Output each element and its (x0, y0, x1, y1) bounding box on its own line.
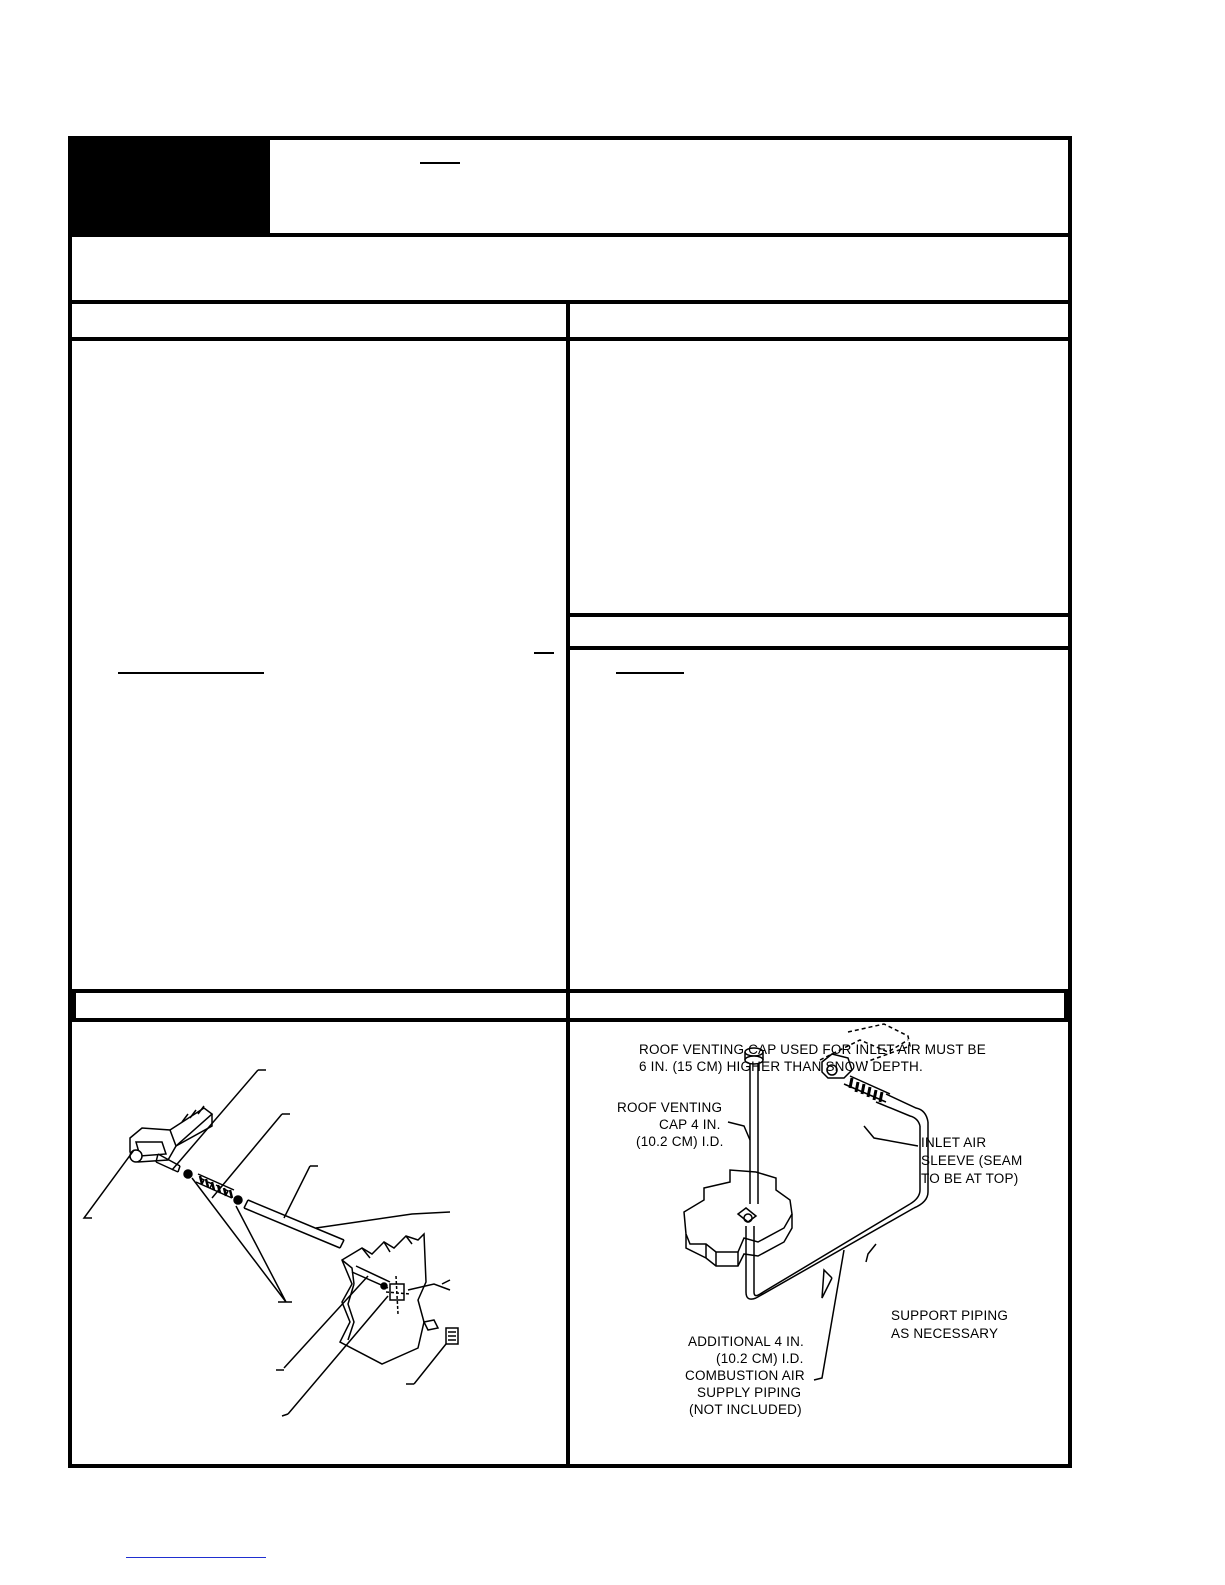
header-underline-mark (420, 162, 460, 164)
piping-label-line-5: (NOT INCLUDED) (689, 1402, 802, 1417)
figure-head-gap-right (1064, 993, 1068, 1018)
leader-line (864, 1126, 918, 1146)
left-column-dash-mark (534, 652, 554, 654)
column-head-bottom-rule (68, 337, 1072, 341)
footer-link-underline[interactable] (126, 1557, 266, 1558)
sleeve-label-line-2: SLEEVE (SEAM (921, 1153, 1023, 1168)
leader-line (728, 1122, 750, 1140)
right-section-rule-bottom (568, 646, 1070, 650)
appliance-unit-icon (130, 1106, 212, 1162)
wall-section-icon (340, 1234, 426, 1364)
roof-cap-label-line-1: ROOF VENTING (617, 1100, 723, 1115)
roof-note-line-1: ROOF VENTING CAP USED FOR INLET AIR MUST BE (639, 1042, 986, 1057)
leader-line (212, 1114, 282, 1198)
leader-line (84, 1150, 134, 1218)
left-column-underline-mark (118, 672, 264, 674)
inlet-air-sleeve-icon (844, 1076, 890, 1102)
right-section-rule-top (568, 613, 1070, 617)
roof-cap-label-line-2: CAP 4 IN. (659, 1117, 721, 1132)
figure-head-top-rule (68, 989, 1072, 993)
sleeve-label-line-3: TO BE AT TOP) (921, 1171, 1019, 1186)
right-column-underline-mark (616, 672, 684, 674)
piping-label-line-2: (10.2 CM) I.D. (716, 1351, 804, 1366)
piping-label-line-1: ADDITIONAL 4 IN. (688, 1334, 804, 1349)
leader-line (866, 1244, 876, 1262)
sleeve-label-line-1: INLET AIR (921, 1135, 987, 1150)
leader-line (822, 1270, 832, 1298)
column-divider-upper (566, 300, 570, 1020)
leader-line (814, 1250, 844, 1380)
vent-pipe-icon (244, 1200, 344, 1248)
piping-label-line-3: COMBUSTION AIR (685, 1368, 805, 1383)
intro-bottom-rule (68, 300, 1072, 304)
figure-head-gap-left (72, 993, 76, 1018)
termination-cap-icon (424, 1320, 458, 1344)
header-bottom-rule (68, 233, 1072, 237)
exploded-installation-figure (72, 1022, 562, 1462)
leader-line (192, 1178, 292, 1302)
leader-line (442, 1280, 450, 1284)
support-label-line-2: AS NECESSARY (891, 1326, 999, 1341)
roof-venting-figure (570, 1022, 1064, 1462)
roof-cap-label-line-3: (10.2 CM) I.D. (636, 1134, 724, 1149)
leader-line (284, 1166, 310, 1218)
support-label-line-1: SUPPORT PIPING (891, 1308, 1009, 1323)
leader-line (316, 1212, 450, 1228)
roof-note-line-2: 6 IN. (15 CM) HIGHER THAN SNOW DEPTH. (639, 1059, 923, 1074)
roof-deck-icon (684, 1170, 792, 1266)
header-divider (266, 140, 270, 235)
header-black-block (72, 140, 268, 235)
piping-label-line-4: SUPPLY PIPING (697, 1385, 802, 1400)
